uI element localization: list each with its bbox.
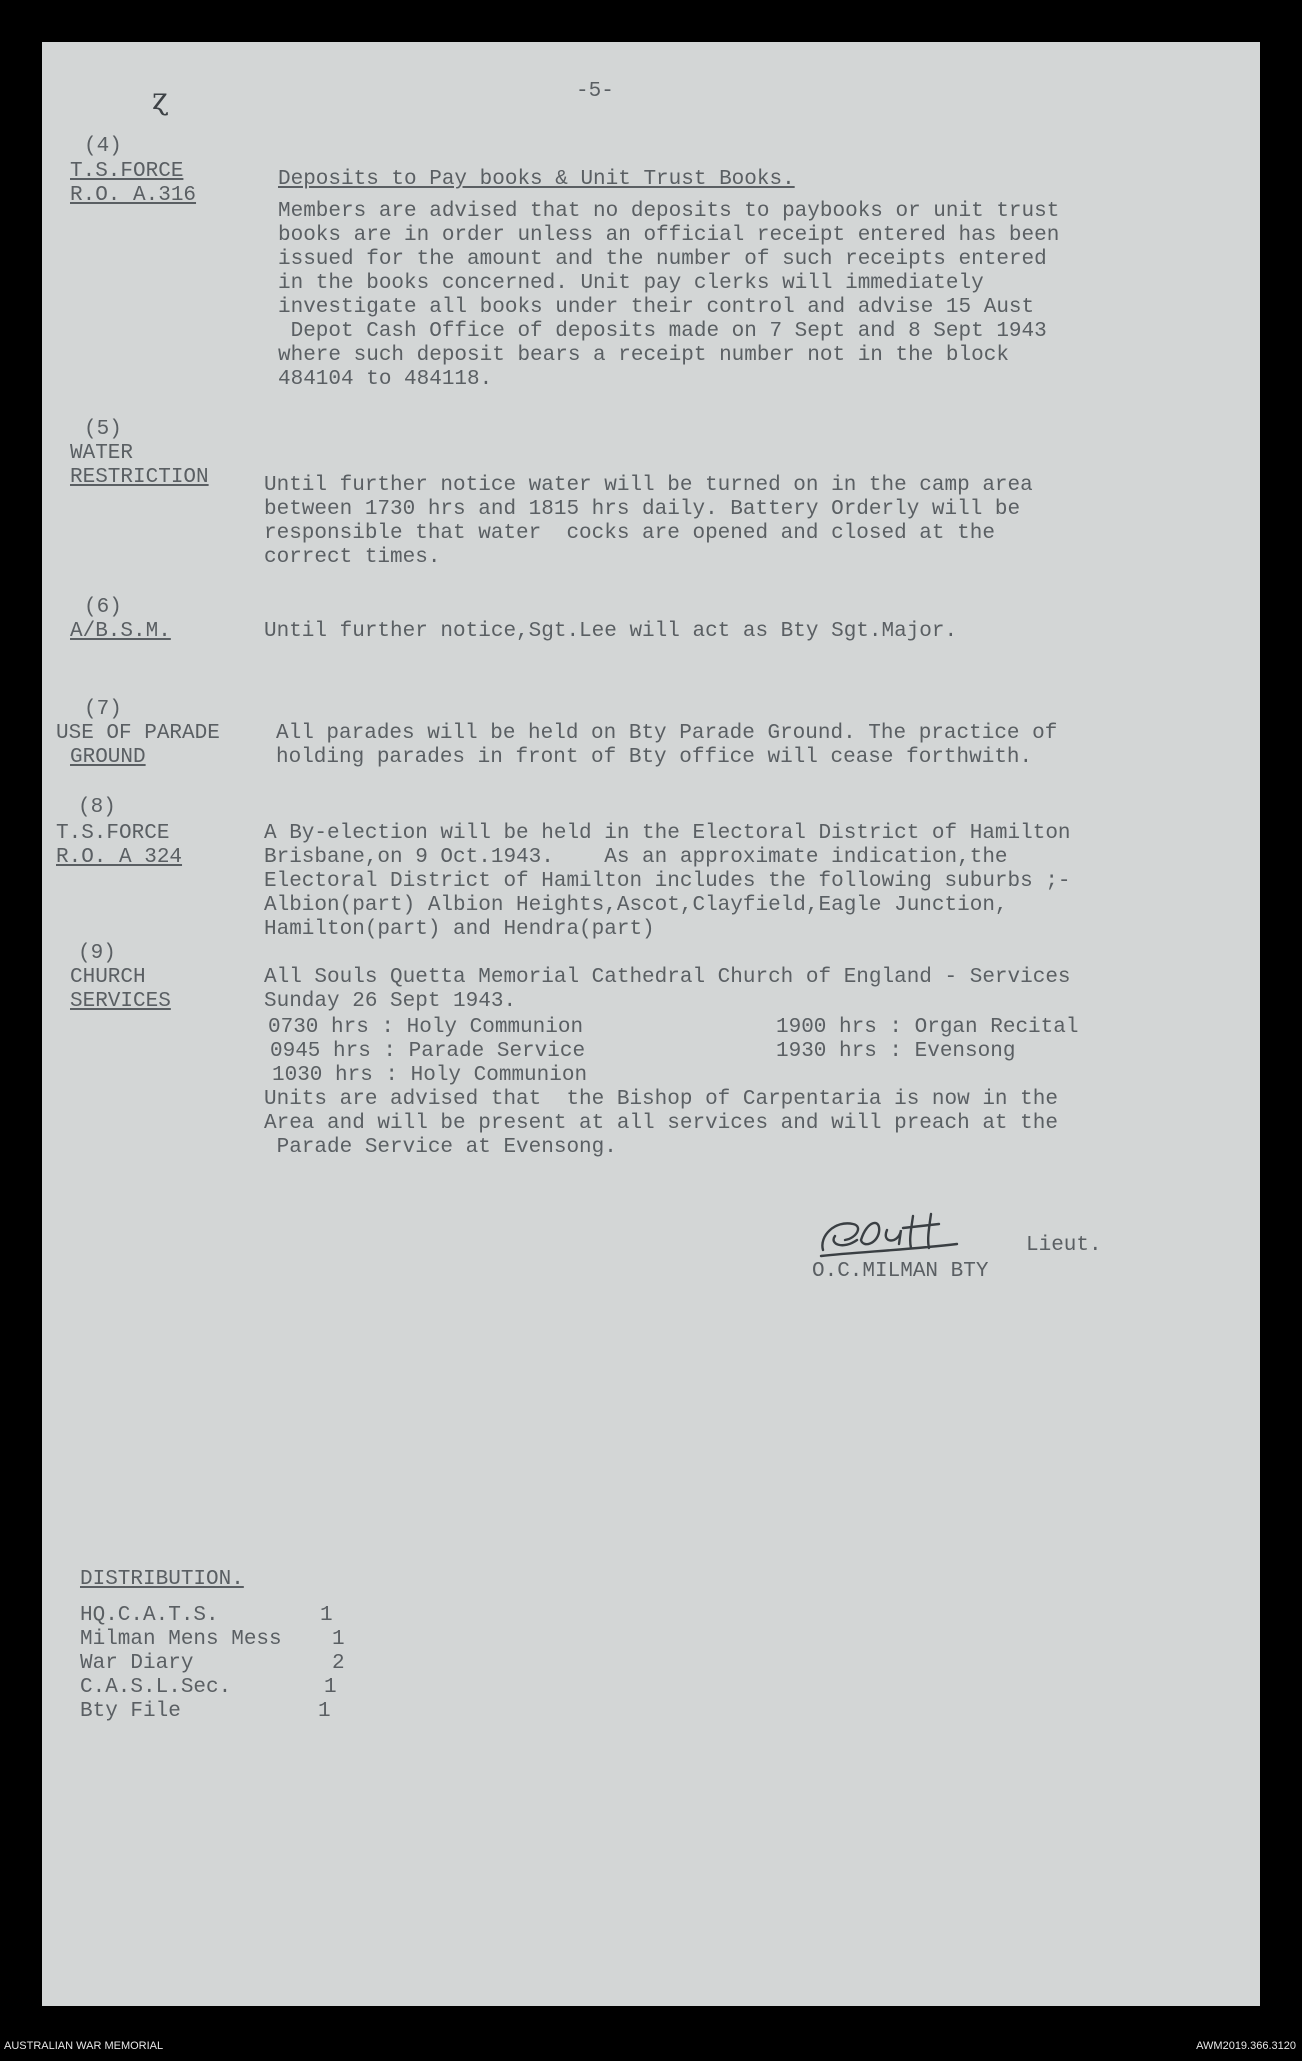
- handwritten-signature: [817, 1210, 967, 1264]
- section-9-line: All Souls Quetta Memorial Cathedral Church of England - Services: [264, 966, 1071, 989]
- section-8-line: Albion(part) Albion Heights,Ascot,Clayfield,Eagle Junction,: [264, 894, 1008, 917]
- section-5-line: responsible that water cocks are opened and closed at the: [264, 522, 995, 545]
- section-4-number: (4): [84, 135, 122, 158]
- distribution-copies: 1: [332, 1628, 345, 1651]
- section-8-number: (8): [78, 796, 116, 819]
- section-8-line: Electoral District of Hamilton includes the following suburbs ;-: [264, 870, 1071, 893]
- schedule-entry: 1030 hrs : Holy Communion: [272, 1064, 588, 1087]
- section-4-line: Members are advised that no deposits to paybooks or unit trust: [278, 200, 1060, 223]
- section-6-line: Until further notice,Sgt.Lee will act as Bty Sgt.Major.: [264, 620, 958, 643]
- distribution-copies: 2: [332, 1652, 345, 1675]
- section-8-label-line-1: T.S.FORCE: [56, 822, 170, 845]
- section-5-line: between 1730 hrs and 1815 hrs daily. Battery Orderly will be: [264, 498, 1021, 521]
- footer-accession-number: AWM2019.366.3120: [1196, 2040, 1296, 2052]
- section-4-heading: Deposits to Pay books & Unit Trust Books.: [278, 168, 795, 191]
- schedule-entry: 1930 hrs : Evensong: [776, 1040, 1016, 1063]
- section-9-line: Parade Service at Evensong.: [264, 1136, 617, 1159]
- schedule-entry: 0730 hrs : Holy Communion: [268, 1016, 584, 1039]
- section-4-line: issued for the amount and the number of such receipts entered: [278, 248, 1047, 271]
- schedule-entry: 1900 hrs : Organ Recital: [776, 1016, 1079, 1039]
- section-5-label-line-2: RESTRICTION: [70, 466, 209, 489]
- distribution-recipient: Bty File: [80, 1700, 181, 1723]
- signature-rank: Lieut.: [1026, 1234, 1102, 1257]
- document-page: [42, 42, 1260, 2006]
- section-4-line: investigate all books under their control and advise 15 Aust: [278, 296, 1035, 319]
- section-4-label-line-1: T.S.FORCE: [70, 160, 184, 183]
- schedule-entry: 0945 hrs : Parade Service: [270, 1040, 586, 1063]
- section-4-line: in the books concerned. Unit pay clerks will immediately: [278, 272, 984, 295]
- distribution-copies: 1: [318, 1700, 331, 1723]
- section-9-label-line-1: CHURCH: [70, 966, 146, 989]
- section-4-label-line-2: R.O. A.316: [70, 184, 197, 207]
- footer-credit: AUSTRALIAN WAR MEMORIAL: [4, 2040, 164, 2052]
- section-6-number: (6): [84, 596, 122, 619]
- section-5-label-line-1: WATER: [70, 442, 134, 465]
- distribution-copies: 1: [320, 1604, 333, 1627]
- section-9-label-line-2: SERVICES: [70, 990, 171, 1013]
- section-7-line: All parades will be held on Bty Parade Ground. The practice of: [276, 722, 1058, 745]
- section-9-line: Sunday 26 Sept 1943.: [264, 990, 517, 1013]
- section-4-line: 484104 to 484118.: [278, 368, 493, 391]
- section-5-line: Until further notice water will be turned on in the camp area: [264, 474, 1033, 497]
- section-7-label-line-2: GROUND: [70, 746, 146, 769]
- section-7-line: holding parades in front of Bty office will cease forthwith.: [276, 746, 1033, 769]
- signature-title: O.C.MILMAN BTY: [812, 1260, 989, 1283]
- distribution-heading: DISTRIBUTION.: [80, 1568, 244, 1591]
- section-5-line: correct times.: [264, 546, 441, 569]
- section-7-label-line-1: USE OF PARADE: [56, 722, 220, 745]
- section-4-line: where such deposit bears a receipt number not in the block: [278, 344, 1009, 367]
- section-8-line: Brisbane,on 9 Oct.1943. As an approximate indication,the: [264, 846, 1008, 869]
- section-8-label-line-2: R.O. A 324: [56, 846, 183, 869]
- section-4-line: Depot Cash Office of deposits made on 7 Sept and 8 Sept 1943: [278, 320, 1047, 343]
- section-8-line: Hamilton(part) and Hendra(part): [264, 918, 655, 941]
- section-9-line: Area and will be present at all services and will preach at the: [264, 1112, 1058, 1135]
- distribution-copies: 1: [324, 1676, 337, 1699]
- distribution-recipient: Milman Mens Mess: [80, 1628, 282, 1651]
- distribution-recipient: War Diary: [80, 1652, 194, 1675]
- corner-mark: ɀ: [152, 82, 168, 117]
- section-4-line: books are in order unless an official receipt entered has been: [278, 224, 1060, 247]
- section-6-label-line-1: A/B.S.M.: [70, 620, 171, 643]
- section-5-number: (5): [84, 418, 122, 441]
- page-number: -5-: [576, 80, 614, 103]
- section-7-number: (7): [84, 698, 122, 721]
- distribution-recipient: C.A.S.L.Sec.: [80, 1676, 232, 1699]
- section-8-line: A By-election will be held in the Electoral District of Hamilton: [264, 822, 1071, 845]
- distribution-recipient: HQ.C.A.T.S.: [80, 1604, 219, 1627]
- section-9-line: Units are advised that the Bishop of Carpentaria is now in the: [264, 1088, 1058, 1111]
- section-9-number: (9): [78, 942, 116, 965]
